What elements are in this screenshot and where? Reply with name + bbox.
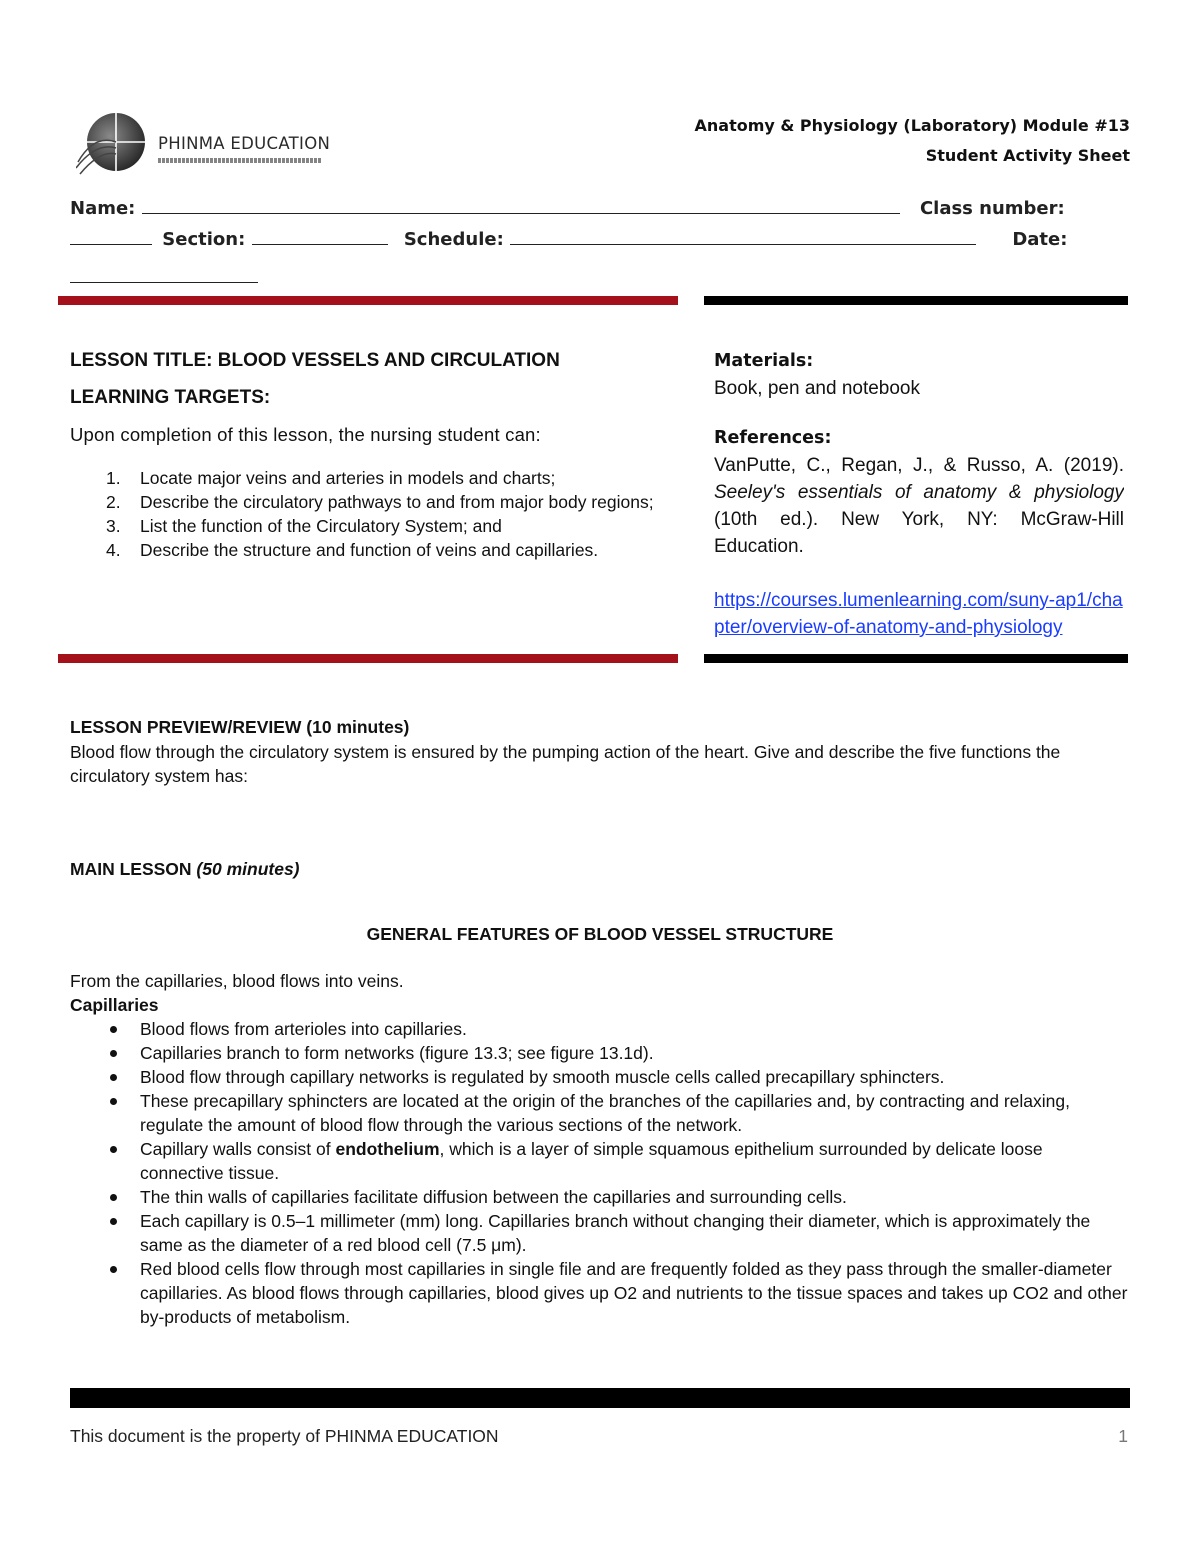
list-item: Capillaries branch to form networks (figure 13.3; see figure 13.1d). [70,1041,1130,1065]
lesson-title: LESSON TITLE: BLOOD VESSELS AND CIRCULATION [70,350,560,371]
module-subtitle: Student Activity Sheet [925,146,1130,165]
section-field[interactable] [252,227,388,245]
form-row-3 [70,265,258,288]
logo-tagline [158,158,322,163]
divider-black-bottom [704,654,1128,663]
bullet-icon [70,1017,140,1041]
name-field[interactable] [142,196,900,214]
reference-citation: VanPutte, C., Regan, J., & Russo, A. (2019). Seeley's essentials of anatomy & physiology (10th ed.). New York, NY: McGraw-Hill Education. [714,455,1124,557]
list-item: Blood flow through capillary networks is regulated by smooth muscle cells called precapillary sphincters. [70,1065,1130,1089]
phinma-logo [76,112,336,178]
section-label: Section: [162,229,246,250]
footer-text: This document is the property of PHINMA EDUCATION [70,1426,499,1446]
learning-targets-intro: Upon completion of this lesson, the nursing student can: [70,424,541,445]
preview-heading: LESSON PREVIEW/REVIEW (10 minutes) [70,717,410,737]
references-heading: References: [714,428,832,448]
list-item: Capillary walls consist of endothelium, which is a layer of simple squamous epithelium surrounded by delicate loose connective tissue. [70,1137,1130,1185]
list-item: 3. List the function of the Circulatory System; and [106,516,502,536]
capillaries-heading: Capillaries [70,995,159,1015]
class-number-field[interactable] [70,227,152,245]
divider-black-top [704,296,1128,305]
list-item: The thin walls of capillaries facilitate diffusion between the capillaries and surrounding cells. [70,1185,1130,1209]
list-item: These precapillary sphincters are located at the origin of the branches of the capillaries and, by contracting and relaxing, regulate the amount of blood flow through the various sections of the network. [70,1089,1130,1137]
schedule-label: Schedule: [403,229,504,250]
list-item: Blood flows from arterioles into capillaries. [70,1017,1130,1041]
materials-text: Book, pen and notebook [714,378,921,399]
materials-heading: Materials: [714,351,814,371]
main-lesson-heading: MAIN LESSON (50 minutes) [70,859,300,879]
class-number-label: Class number: [919,198,1065,219]
references-block [714,425,1124,653]
preview-text: Blood flow through the circulatory system is ensured by the pumping action of the heart. Give and describe the five functions the circulatory system has: [70,742,1061,786]
learning-targets-heading: LEARNING TARGETS: [70,387,271,408]
section-title: GENERAL FEATURES OF BLOOD VESSEL STRUCTURE [366,924,834,944]
globe-logo-icon [76,112,146,178]
footer-bar [70,1388,1130,1408]
divider-red-top [58,296,678,305]
logo-wordmark: PHINMA EDUCATION [158,134,331,153]
capillaries-list [70,1017,1130,1329]
divider-red-bottom [58,654,678,663]
date-label: Date: [1012,229,1068,250]
form-row-2 [70,227,1067,250]
module-title: Anatomy & Physiology (Laboratory) Module #13 [694,116,1130,135]
date-field[interactable] [70,265,258,283]
list-item: 2. Describe the circulatory pathways to and from major body regions; [106,492,654,512]
list-item: 4. Describe the structure and function of veins and capillaries. [106,540,599,560]
list-item: 1. Locate major veins and arteries in models and charts; [106,468,556,488]
list-item: Red blood cells flow through most capillaries in single file and are frequently folded as they pass through the smaller-diameter capillaries. As blood flows through capillaries, blood gives up O2 and nutrients to the tissue spaces and takes up CO2 and other by-products of metabolism. [70,1257,1130,1329]
list-item: Each capillary is 0.5–1 millimeter (mm) long. Capillaries branch without changing their diameter, which is approximately the same as the diameter of a red blood cell (7.5 μm). [70,1209,1130,1257]
bullet-icon [70,1257,140,1329]
bullet-icon [70,1209,140,1257]
bullet-icon [70,1065,140,1089]
bullet-icon [70,1185,140,1209]
bullet-icon [70,1041,140,1065]
name-label: Name: [70,198,136,219]
bullet-icon [70,1137,140,1185]
form-row-1 [70,196,1065,219]
bullet-icon [70,1089,140,1137]
schedule-field[interactable] [510,227,976,245]
page-number: 1 [1118,1426,1128,1446]
reference-link[interactable]: https://courses.lumenlearning.com/suny-ap1/chapter/overview-of-anatomy-and-physiology [714,590,1123,638]
lead-text: From the capillaries, blood flows into veins. [70,971,404,991]
objectives-list [106,466,666,562]
materials-block [714,348,1124,402]
